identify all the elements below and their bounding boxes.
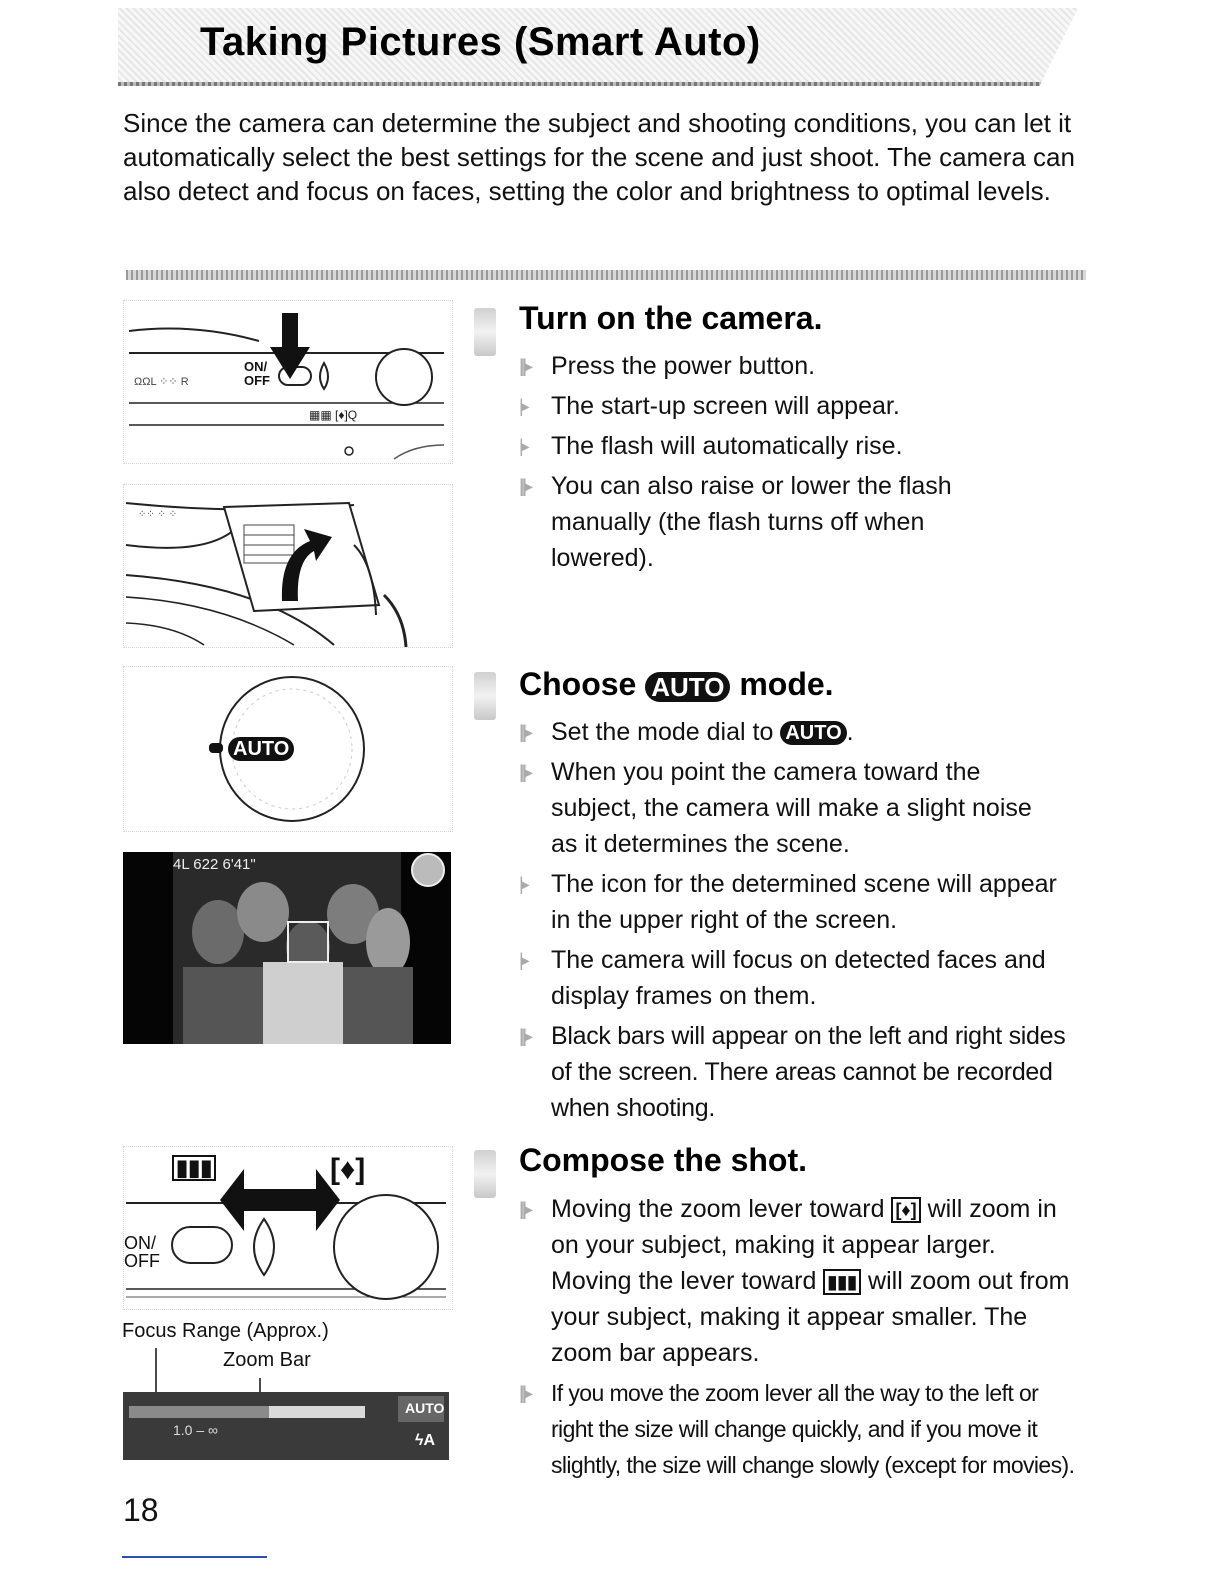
step-1-bullet-4: |||▸ You can also raise or lower the flash manually (the flash turns off when lowered).	[551, 468, 1021, 576]
bullet-mark-icon: |||▸	[519, 762, 531, 782]
on-off-label-2: OFF	[244, 373, 270, 388]
zoom-off-label: OFF	[124, 1251, 160, 1271]
page-number: 18	[123, 1492, 159, 1528]
bullet-mark-icon: |||▸	[519, 476, 531, 496]
step-2-bullet-3: |▸ The icon for the determined scene will appear in the upper right of the screen.	[551, 866, 1061, 938]
bullet-mark-icon: |▸	[519, 396, 527, 416]
step-2-bullets	[519, 714, 1081, 1126]
section-divider	[126, 270, 1086, 280]
step-3-bullet-2: |||▸ If you move the zoom lever all the way to the left or right the size will change quickly, and if you move it slightly, the size will change slowly (except for movies).	[551, 1375, 1081, 1483]
bullet-mark-icon: |▸	[519, 950, 527, 970]
telephoto-icon: [♦]	[891, 1197, 920, 1223]
zoom-bar-label: Zoom Bar	[223, 1349, 311, 1371]
svg-text:⁘⁘ ⁘ ⁘: ⁘⁘ ⁘ ⁘	[138, 509, 178, 520]
zoom-range-readout: 1.0 – ∞	[173, 1422, 219, 1438]
mode-dial-auto-label: AUTO	[228, 737, 294, 761]
bullet-mark-icon: |||▸	[519, 1026, 531, 1046]
step-1-marker	[474, 308, 496, 356]
flash-raise-arrow-icon	[274, 523, 334, 603]
zoom-flash-label: ϟA	[415, 1432, 436, 1449]
step-2-bullet-4: |▸ The camera will focus on detected faces and display frames on them.	[551, 942, 1071, 1014]
footer-rule	[122, 1556, 267, 1558]
step-3-bullets	[519, 1191, 1081, 1483]
zoom-auto-label: AUTO	[405, 1400, 445, 1416]
bullet-mark-icon: |▸	[519, 874, 527, 894]
step-1-bullet-3: |▸ The flash will automatically rise.	[551, 428, 1081, 464]
bullet-mark-icon: |||▸	[519, 722, 531, 742]
auto-mode-icon: AUTO	[780, 721, 846, 745]
screen-readout: 4L 622 6'41"	[173, 856, 256, 873]
step-2-marker	[474, 672, 496, 720]
step-1-heading: Turn on the camera.	[519, 300, 823, 336]
mode-dial-illustration	[123, 666, 453, 832]
zoom-double-arrow-icon	[220, 1169, 340, 1231]
svg-text:ΩΩL ⁘⁘ R: ΩΩL ⁘⁘ R	[134, 376, 189, 388]
step-3-bullet-1: |||▸ Moving the zoom lever toward [♦] will zoom in on your subject, making it appear larger. Moving the lever toward ▮▮▮ will zoom out from your subject, making it appear smaller. The zoom bar appears.	[551, 1191, 1081, 1371]
on-off-label: ON/	[244, 359, 268, 374]
auto-mode-icon: AUTO	[645, 672, 730, 702]
svg-text:▦▦ [♦]Q: ▦▦ [♦]Q	[309, 408, 358, 422]
step-3-marker	[474, 1150, 496, 1198]
bullet-mark-icon: |||▸	[519, 1199, 531, 1219]
bullet-mark-icon: |||▸	[519, 1383, 531, 1403]
power-arrow-icon	[270, 313, 310, 379]
page-title: Taking Pictures (Smart Auto)	[200, 20, 761, 64]
step-2-bullet-1: |||▸ Set the mode dial to AUTO .	[551, 714, 1081, 750]
step-1-bullet-2: |▸ The start-up screen will appear.	[551, 388, 1081, 424]
wide-angle-icon: ▮▮▮	[172, 1155, 216, 1181]
step-2-bullet-5: |||▸ Black bars will appear on the left and right sides of the screen. There areas cannot be recorded when shooting.	[551, 1018, 1081, 1126]
lcd-screen-photo	[123, 852, 451, 1044]
step-1-bullets	[519, 348, 1081, 576]
camera-top-illustration	[123, 300, 453, 464]
telephoto-icon: [♦]	[330, 1153, 366, 1186]
flash-illustration	[123, 484, 453, 648]
zoom-bar-screen	[123, 1392, 449, 1460]
intro-paragraph: Since the camera can determine the subject and shooting conditions, you can let it automatically select the best settings for the scene and just shoot. The camera can also detect and focus on faces, setting the color and brightness to optimal levels.	[123, 108, 1075, 206]
step-1-bullet-1: |||▸ Press the power button.	[551, 348, 1081, 384]
bullet-mark-icon: |▸	[519, 436, 527, 456]
zoom-on-label: ON/	[124, 1233, 157, 1253]
step-2-heading: Choose AUTO mode.	[519, 666, 834, 702]
wide-angle-icon: ▮▮▮	[823, 1269, 861, 1295]
bullet-mark-icon: |||▸	[519, 356, 531, 376]
zoom-lever-illustration	[123, 1146, 453, 1310]
step-3-heading: Compose the shot.	[519, 1142, 808, 1178]
focus-range-label: Focus Range (Approx.)	[122, 1320, 329, 1342]
step-2-bullet-2: |||▸ When you point the camera toward the subject, the camera will make a slight noise as it determines the scene.	[551, 754, 1051, 862]
